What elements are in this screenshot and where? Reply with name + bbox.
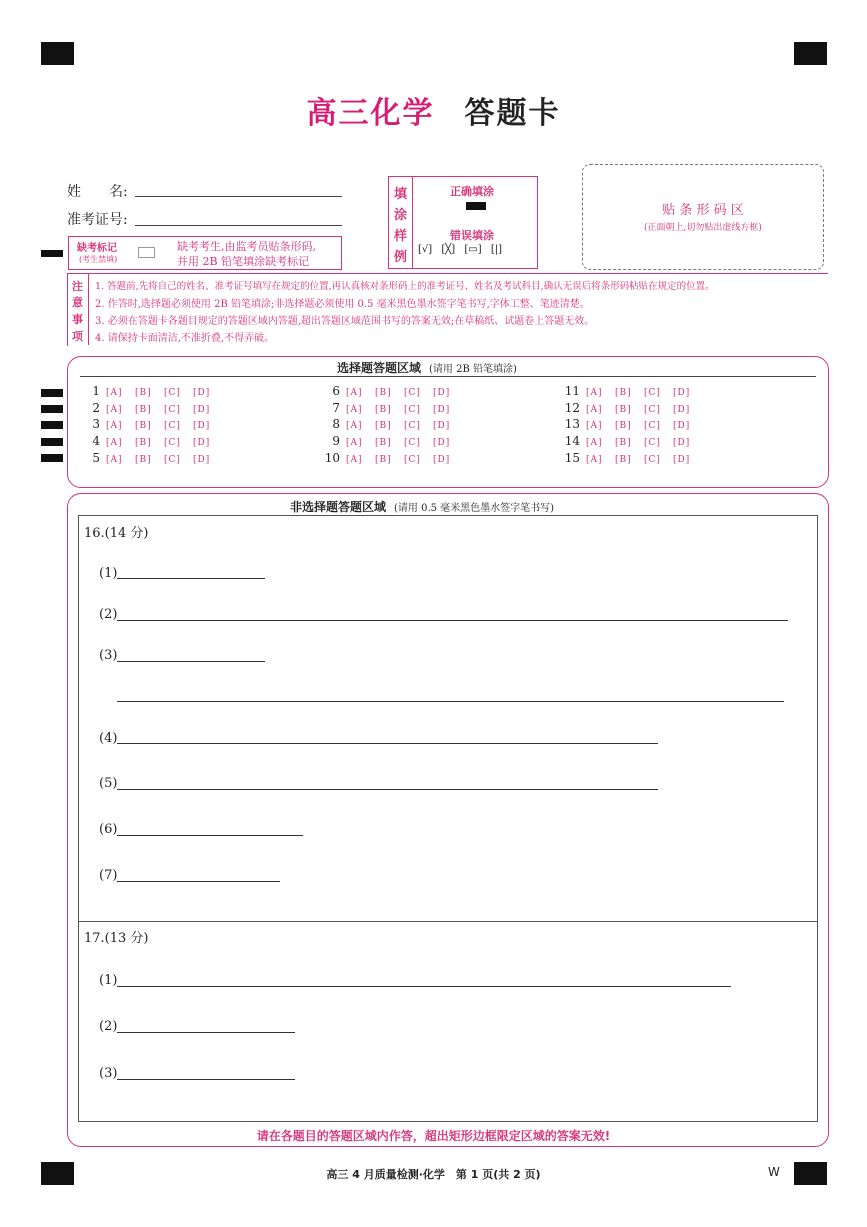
mc-option-bubble[interactable]: [A]: [106, 421, 123, 431]
mc-option-bubble[interactable]: [A]: [106, 438, 123, 448]
mc-question-row: [78, 401, 222, 415]
notice-label-4: 项: [72, 330, 83, 343]
q16-part-2-line[interactable]: [117, 620, 788, 621]
fill-sample-label-1: 填: [394, 187, 408, 202]
mc-option-bubble[interactable]: [D]: [673, 438, 691, 448]
mc-question-number: 13: [564, 417, 580, 431]
q16-part-3-label: (3): [99, 648, 118, 663]
mc-option-bubble[interactable]: [B]: [615, 455, 632, 465]
nonmc-title: [290, 498, 554, 515]
timing-mark: [41, 438, 63, 446]
mc-question-row: [318, 401, 462, 415]
mc-option-bubble[interactable]: [D]: [193, 421, 211, 431]
notice-label-2: 意: [72, 296, 83, 309]
mc-question-row: [558, 401, 702, 415]
mc-option-bubble[interactable]: [C]: [644, 405, 661, 415]
wrong-mark-cross: [╳]: [441, 244, 456, 255]
exam-id-field[interactable]: [135, 225, 342, 226]
corner-mark-top-right: [794, 42, 827, 65]
absent-mark-box: [68, 236, 342, 270]
answer-area-warning: 请在各题目的答题区域内作答，超出矩形边框限定区域的答案无效!: [256, 1129, 611, 1143]
correct-fill-mark: [466, 202, 486, 210]
mc-option-bubble[interactable]: [D]: [673, 421, 691, 431]
mc-question-number: 6: [332, 384, 340, 398]
absent-sub: (考生禁填): [79, 255, 118, 264]
mc-option-bubble[interactable]: [D]: [673, 388, 691, 398]
mc-option-bubble[interactable]: [C]: [404, 388, 421, 398]
mc-option-bubble[interactable]: [D]: [193, 405, 211, 415]
mc-option-bubble[interactable]: [B]: [135, 438, 152, 448]
mc-option-bubble[interactable]: [A]: [586, 405, 603, 415]
fill-sample-label-4: 例: [394, 250, 408, 265]
mc-question-row: [558, 384, 702, 398]
mc-option-bubble[interactable]: [A]: [586, 421, 603, 431]
mc-option-bubble[interactable]: [D]: [433, 421, 451, 431]
mc-title-text: 选择题答题区域: [337, 361, 422, 375]
mc-option-bubble[interactable]: [B]: [135, 405, 152, 415]
mc-question-row: [318, 417, 462, 431]
barcode-sub: (正面朝上,切勿贴出虚线方框): [644, 223, 762, 233]
mc-title: [337, 359, 517, 376]
mc-question-number: 8: [332, 417, 340, 431]
mc-question-number: 9: [332, 434, 340, 448]
q16-part-7-label: (7): [99, 868, 118, 883]
footer-text: 高三 4 月质量检测·化学 第 1 页(共 2 页): [326, 1168, 541, 1181]
notice-label-3: 事: [72, 313, 83, 326]
mc-option-bubble[interactable]: [C]: [644, 455, 661, 465]
mc-question-number: 5: [92, 451, 100, 465]
absent-note-1: 缺考考生,由监考员贴条形码,: [177, 240, 316, 253]
fill-sample-box: [388, 176, 538, 269]
mc-option-bubble[interactable]: [B]: [135, 421, 152, 431]
mc-question-row: [318, 434, 462, 448]
mc-option-bubble[interactable]: [D]: [193, 438, 211, 448]
mc-option-bubble[interactable]: [A]: [586, 388, 603, 398]
mc-question-number: 1: [92, 384, 100, 398]
timing-mark: [41, 421, 63, 429]
mc-question-number: 12: [564, 401, 580, 415]
mc-option-bubble[interactable]: [B]: [375, 438, 392, 448]
mc-title-rule: [80, 376, 816, 377]
title-card: 答题卡: [464, 96, 561, 131]
mc-option-bubble[interactable]: [A]: [346, 421, 363, 431]
mc-option-bubble[interactable]: [D]: [193, 455, 211, 465]
barcode-title: 贴 条 形 码 区: [662, 203, 744, 218]
exam-id-label: 准考证号:: [67, 212, 128, 228]
absent-label: 缺考标记: [77, 243, 117, 254]
mc-question-number: 15: [564, 451, 580, 465]
wrong-mark-line: [|]: [490, 244, 503, 255]
page-title: [0, 88, 867, 132]
mc-question-number: 11: [564, 384, 580, 398]
q16-part-5-line[interactable]: [117, 789, 658, 790]
mc-option-bubble[interactable]: [C]: [164, 405, 181, 415]
q16-part-1-label: (1): [99, 566, 118, 581]
mc-question-row: [318, 384, 462, 398]
q16-part-1-line[interactable]: [117, 578, 265, 579]
notice-item-4: 4. 请保持卡面清洁,不准折叠,不得弄破。: [95, 333, 275, 344]
corner-mark-top-left: [41, 42, 74, 65]
mc-option-bubble[interactable]: [C]: [404, 438, 421, 448]
correct-fill-label: 正确填涂: [450, 185, 494, 198]
absent-note-2: 并用 2B 铅笔填涂缺考标记: [177, 255, 310, 268]
mc-option-bubble[interactable]: [C]: [164, 438, 181, 448]
q16-part-4-line[interactable]: [117, 743, 658, 744]
mc-question-number: 7: [332, 401, 340, 415]
mc-option-bubble[interactable]: [D]: [433, 455, 451, 465]
mc-option-bubble[interactable]: [B]: [615, 405, 632, 415]
mc-option-bubble[interactable]: [C]: [404, 421, 421, 431]
nonmc-title-sub: (请用 0.5 毫米黑色墨水签字笔书写): [394, 503, 555, 514]
q17-part-1-line[interactable]: [117, 986, 731, 987]
q16-part-3-line-2[interactable]: [117, 701, 784, 702]
q17-label: 17.(13 分): [84, 931, 149, 946]
q17-part-1-label: (1): [99, 973, 118, 988]
mc-option-bubble[interactable]: [C]: [164, 388, 181, 398]
mc-question-row: [558, 451, 702, 465]
mc-question-number: 3: [92, 417, 100, 431]
mc-question-row: [78, 434, 222, 448]
q16-box: [78, 515, 818, 922]
mc-question-number: 2: [92, 401, 100, 415]
q16-part-5-label: (5): [99, 776, 118, 791]
mc-question-row: [78, 384, 222, 398]
mc-option-bubble[interactable]: [D]: [433, 438, 451, 448]
q17-box: [78, 920, 818, 1122]
title-subject: 高三化学: [306, 96, 435, 131]
mc-question-number: 4: [92, 434, 100, 448]
mc-option-bubble[interactable]: [A]: [346, 388, 363, 398]
mc-option-bubble[interactable]: [C]: [404, 455, 421, 465]
q16-part-4-label: (4): [99, 731, 118, 746]
q17-part-3-line[interactable]: [117, 1079, 295, 1080]
mc-option-bubble[interactable]: [B]: [375, 405, 392, 415]
mc-option-bubble[interactable]: [A]: [346, 455, 363, 465]
fill-sample-label-2: 涂: [394, 208, 408, 223]
q16-part-6-line[interactable]: [117, 835, 303, 836]
mc-option-bubble[interactable]: [A]: [106, 405, 123, 415]
notice-divider: [88, 273, 89, 345]
mc-option-bubble[interactable]: [B]: [135, 388, 152, 398]
wrong-fill-marks: [418, 244, 502, 255]
mc-question-row: [78, 417, 222, 431]
q16-part-3-line[interactable]: [117, 661, 265, 662]
mc-option-bubble[interactable]: [C]: [164, 455, 181, 465]
absent-checkbox[interactable]: [138, 247, 155, 258]
q16-part-6-label: (6): [99, 822, 118, 837]
mc-option-bubble[interactable]: [A]: [106, 388, 123, 398]
mc-option-bubble[interactable]: [C]: [644, 438, 661, 448]
fill-sample-divider: [412, 177, 413, 268]
mc-option-bubble[interactable]: [B]: [375, 421, 392, 431]
mc-option-bubble[interactable]: [B]: [135, 455, 152, 465]
mc-question-row: [558, 417, 702, 431]
name-field[interactable]: [135, 196, 342, 197]
timing-mark: [41, 405, 63, 413]
mc-option-bubble[interactable]: [A]: [346, 405, 363, 415]
footer-code: W: [768, 1165, 780, 1179]
mc-option-bubble[interactable]: [A]: [106, 455, 123, 465]
notice-label-1: 注: [72, 280, 83, 293]
wrong-fill-label: 错误填涂: [450, 229, 494, 242]
mc-option-bubble[interactable]: [D]: [433, 405, 451, 415]
barcode-area: [582, 164, 824, 270]
mc-title-sub: (请用 2B 铅笔填涂): [429, 364, 517, 375]
wrong-mark-check: [√]: [418, 244, 433, 255]
mc-option-bubble[interactable]: [A]: [586, 438, 603, 448]
mc-question-row: [318, 451, 462, 465]
notice-item-1: 1. 答题前,先将自己的姓名、准考证号填写在规定的位置,再认真核对条形码上的准考证号、姓名及考试科目,确认无误后将条形码粘贴在规定的位置。: [95, 281, 715, 292]
q17-part-2-line[interactable]: [117, 1032, 295, 1033]
mc-option-bubble[interactable]: [B]: [615, 438, 632, 448]
mc-option-bubble[interactable]: [D]: [193, 388, 211, 398]
timing-mark: [41, 389, 63, 397]
notice-item-2: 2. 作答时,选择题必须使用 2B 铅笔填涂;非选择题必须使用 0.5 毫米黑色墨水签字笔书写,字体工整、笔迹清楚。: [95, 299, 590, 310]
mc-option-bubble[interactable]: [D]: [673, 405, 691, 415]
timing-mark: [41, 250, 63, 257]
mc-option-bubble[interactable]: [B]: [375, 388, 392, 398]
q16-part-2-label: (2): [99, 607, 118, 622]
mc-option-bubble[interactable]: [B]: [615, 421, 632, 431]
q16-label: 16.(14 分): [84, 526, 149, 541]
mc-option-bubble[interactable]: [C]: [644, 388, 661, 398]
name-label: 姓 名:: [67, 184, 128, 200]
wrong-mark-box: [▭]: [464, 244, 482, 255]
mc-question-row: [558, 434, 702, 448]
mc-option-bubble[interactable]: [B]: [615, 388, 632, 398]
timing-mark: [41, 454, 63, 462]
mc-option-bubble[interactable]: [B]: [375, 455, 392, 465]
mc-option-bubble[interactable]: [C]: [644, 421, 661, 431]
mc-option-bubble[interactable]: [D]: [673, 455, 691, 465]
q16-part-7-line[interactable]: [117, 881, 280, 882]
mc-option-bubble[interactable]: [A]: [346, 438, 363, 448]
q17-part-3-label: (3): [99, 1066, 118, 1081]
mc-option-bubble[interactable]: [C]: [164, 421, 181, 431]
notice-item-3: 3. 必须在答题卡各题目规定的答题区域内答题,超出答题区域范围书写的答案无效;在草稿纸、试题卷上答题无效。: [95, 316, 595, 327]
nonmc-title-text: 非选择题答题区域: [290, 500, 387, 514]
mc-option-bubble[interactable]: [C]: [404, 405, 421, 415]
mc-option-bubble[interactable]: [D]: [433, 388, 451, 398]
q17-part-2-label: (2): [99, 1019, 118, 1034]
mc-question-row: [78, 451, 222, 465]
fill-sample-label-3: 样: [394, 229, 408, 244]
mc-question-number: 14: [564, 434, 580, 448]
mc-option-bubble[interactable]: [A]: [586, 455, 603, 465]
mc-question-number: 10: [324, 451, 340, 465]
